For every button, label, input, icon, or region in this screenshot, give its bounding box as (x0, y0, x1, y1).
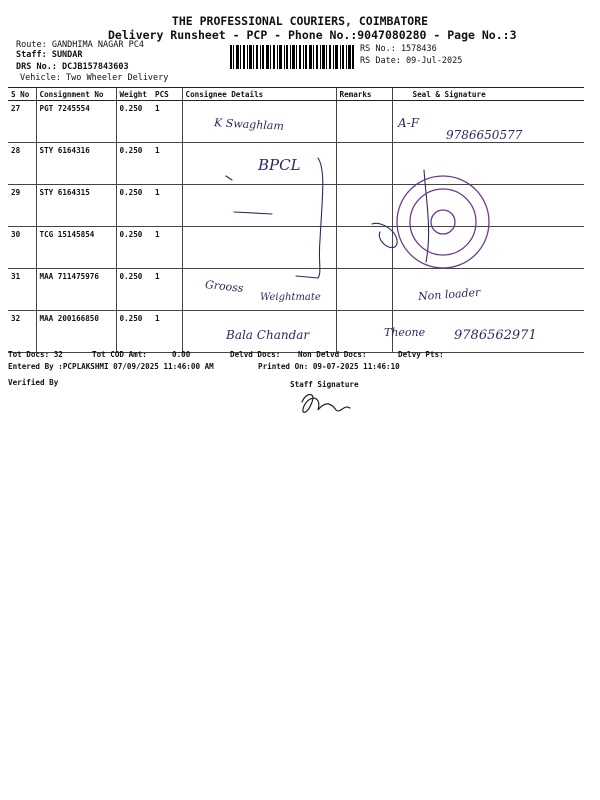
cell-weight: 0.250 (116, 311, 152, 353)
cell-sno: 32 (8, 311, 36, 353)
cell-sno: 27 (8, 101, 36, 143)
rs-date: RS Date: 09-Jul-2025 (360, 56, 463, 66)
col-header-consignment: Consignment No (36, 88, 116, 101)
delivery-points: Delvy Pts: (398, 350, 444, 359)
company-title: THE PROFESSIONAL COURIERS, COIMBATORE (171, 14, 429, 28)
stamp-seal-icon (397, 176, 489, 268)
staff-signature-icon (302, 395, 350, 413)
cell-weight: 0.250 (116, 185, 152, 227)
handwritten-consignee-31b: Weightmate (260, 292, 321, 303)
handwritten-consignee-27: K Swaghlam (213, 116, 285, 133)
cell-pcs: 1 (152, 311, 182, 353)
route-label: Route: GANDHIMA NAGAR PC4 (16, 40, 144, 50)
handwritten-consignee-31a: Grooss (204, 278, 245, 295)
cell-weight: 0.250 (116, 269, 152, 311)
cell-consignment: STY 6164315 (36, 185, 116, 227)
cell-consignment: STY 6164316 (36, 143, 116, 185)
col-header-sno: S No (8, 88, 36, 101)
col-header-pcs: PCS (152, 88, 182, 101)
verified-by: Verified By (8, 378, 59, 387)
total-docs: Tot Docs: 32 (8, 350, 63, 359)
cell-consignment: MAA 200166850 (36, 311, 116, 353)
total-cod-amount: 0.00 (172, 350, 191, 359)
col-header-consignee: Consignee Details (182, 88, 336, 101)
cell-pcs: 1 (152, 185, 182, 227)
handwritten-consignee-32: Bala Chandar (226, 328, 310, 342)
handwritten-phone-32: 9786562971 (454, 328, 537, 343)
handwritten-remark-31: Non loader (417, 285, 481, 304)
cell-pcs: 1 (152, 101, 182, 143)
cell-consignment: MAA 711475976 (36, 269, 116, 311)
handwritten-signature-32: Theone (384, 326, 426, 339)
staff-signature-label: Staff Signature (290, 380, 359, 389)
total-cod-label: Tot COD Amt: (92, 350, 147, 359)
cell-pcs: 1 (152, 269, 182, 311)
vehicle-label: Vehicle: Two Wheeler Delivery (20, 73, 169, 83)
cell-sno: 31 (8, 269, 36, 311)
staff-label: Staff: SUNDAR (16, 50, 83, 60)
handwritten-phone-27: 9786650577 (446, 128, 523, 142)
cell-pcs: 1 (152, 143, 182, 185)
cell-sno: 30 (8, 227, 36, 269)
cell-consignment: PGT 7245554 (36, 101, 116, 143)
col-header-seal: Seal & Signature (392, 88, 584, 101)
cell-weight: 0.250 (116, 143, 152, 185)
col-header-weight: Weight (116, 88, 152, 101)
cell-weight: 0.250 (116, 101, 152, 143)
non-delivered-docs: Non Delvd Docs: (298, 350, 367, 359)
rs-number: RS No.: 1578436 (360, 44, 437, 54)
printed-on: Printed On: 09-07-2025 11:46:10 (258, 362, 400, 371)
cell-weight: 0.250 (116, 227, 152, 269)
handwritten-signature-27: A-F (398, 116, 420, 130)
cell-sno: 29 (8, 185, 36, 227)
drs-number: DRS No.: DCJB157843603 (16, 62, 129, 72)
cell-sno: 28 (8, 143, 36, 185)
delivered-docs: Delvd Docs: (230, 350, 281, 359)
entered-by: Entered By :PCPLAKSHMI 07/09/2025 11:46:00 AM (8, 362, 214, 371)
cell-pcs: 1 (152, 227, 182, 269)
runsheet-subtitle: Delivery Runsheet - PCP - Phone No.:9047080280 - Page No.:3 (108, 28, 517, 42)
handwritten-consignee-28: BPCL (258, 156, 301, 174)
col-header-remarks: Remarks (336, 88, 392, 101)
cell-consignment: TCG 15145854 (36, 227, 116, 269)
